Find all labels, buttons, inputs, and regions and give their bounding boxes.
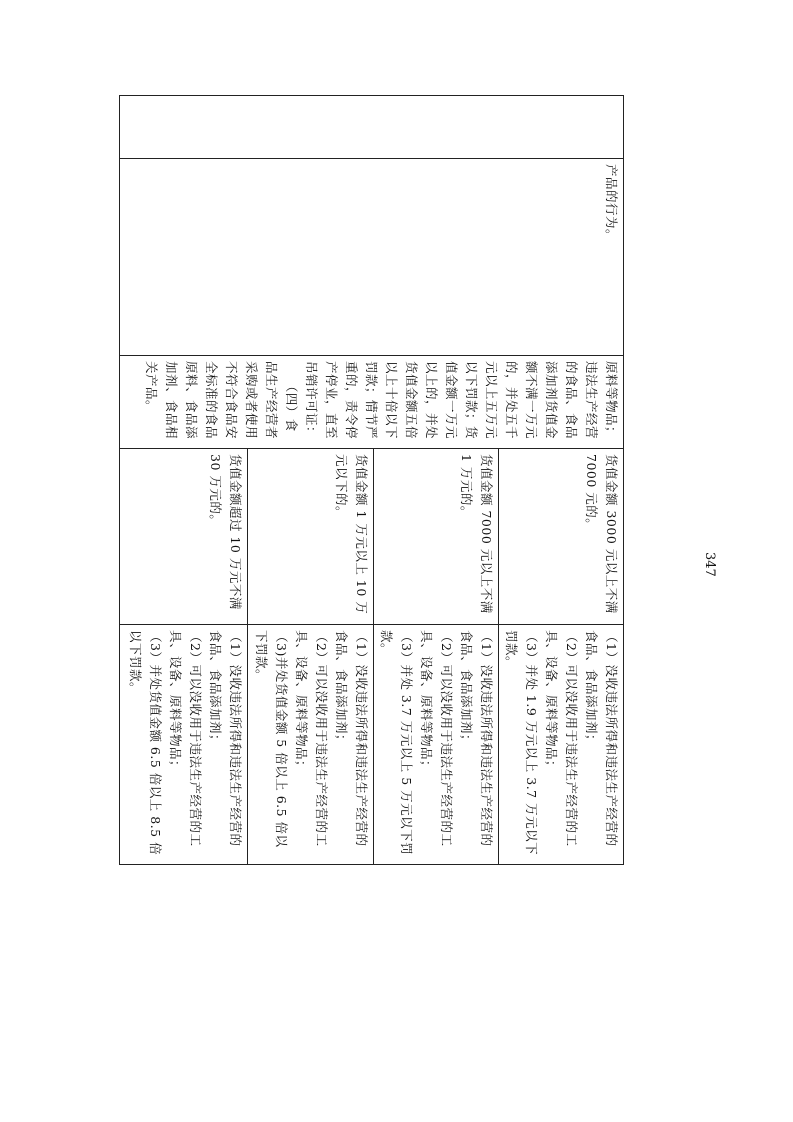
page-number: 347 [702,552,717,577]
penalty-line: （3）并处货值金额 6.5 倍以上 8.5 倍以下罚款。 [128,630,163,856]
penalty-cell [499,625,624,865]
provision-cell [120,356,624,449]
penalty-line: （3)并处货值金额 5 倍以上 6.5 倍以下罚款。 [254,630,289,848]
rotated-table-wrapper [121,95,624,856]
provision-paragraph-2: （四）食品生产经营者采购或者使用不符合食品安全标准的食品原料、食品添加剂、食品相关产品。 [144,361,299,440]
penalty-line: （1）没收违法所得和违法生产经营的食品、食品添加剂； [584,630,619,847]
penalty-cell [374,625,499,865]
penalty-line: （1）没收违法所得和违法生产经营的食品、食品添加剂； [208,630,243,847]
penalty-line: （3）并处 3.7 万元以上 5 万元以下罚款。 [379,630,414,856]
penalty-line: （3）并处 1.9 万元以上 3.7 万元以下罚款。 [504,630,539,856]
penalty-line: （2）可以没收用于违法生产经营的工具、设备、原料等物品； [294,630,329,847]
penalty-table [119,95,624,865]
penalty-line: （1）没收违法所得和违法生产经营的食品、食品添加剂； [334,630,369,847]
rows-cell [120,449,624,865]
penalty-cell [120,625,248,865]
penalty-line: （2）可以没收用于违法生产经营的工具、设备、原料等物品； [544,630,579,847]
penalty-line: （1）没收违法所得和违法生产经营的食品、食品添加剂； [459,630,494,847]
table-row [120,96,624,865]
blank-cell [120,96,624,159]
penalty-cell [248,625,374,865]
provision-paragraph-1: 原料等物品；违法生产经营的食品、食品添加剂货值金额不满一万元的，并处五千元以上五万元以下罚款；货值金额一万元以上的，并处货值金额五倍以上十倍以下罚款；情节严重的，责令停产停业，直至吊销许可证： [304,361,619,440]
table-row [248,449,374,864]
condition-cell: 货值金额 3000 元以上不满 7000 元的。 [499,449,624,625]
table-row [374,449,499,864]
condition-cell: 货值金额超过 10 万元不满 30 万元的。 [120,449,248,625]
behavior-cell: 产品的行为。 [120,159,624,356]
condition-cell: 货值金额 7000 元以上不满 1 万元的。 [374,449,499,625]
penalty-line: （2）可以没收用于违法生产经营的工具、设备、原料等物品； [168,630,203,847]
table-row [120,449,248,864]
table-row [499,449,624,864]
penalty-line: （2）可以没收用于违法生产经营的工具、设备、原料等物品； [419,630,454,847]
condition-cell: 货值金额 1 万元以上 10 万元以下的。 [248,449,374,625]
nested-rows [120,449,623,864]
